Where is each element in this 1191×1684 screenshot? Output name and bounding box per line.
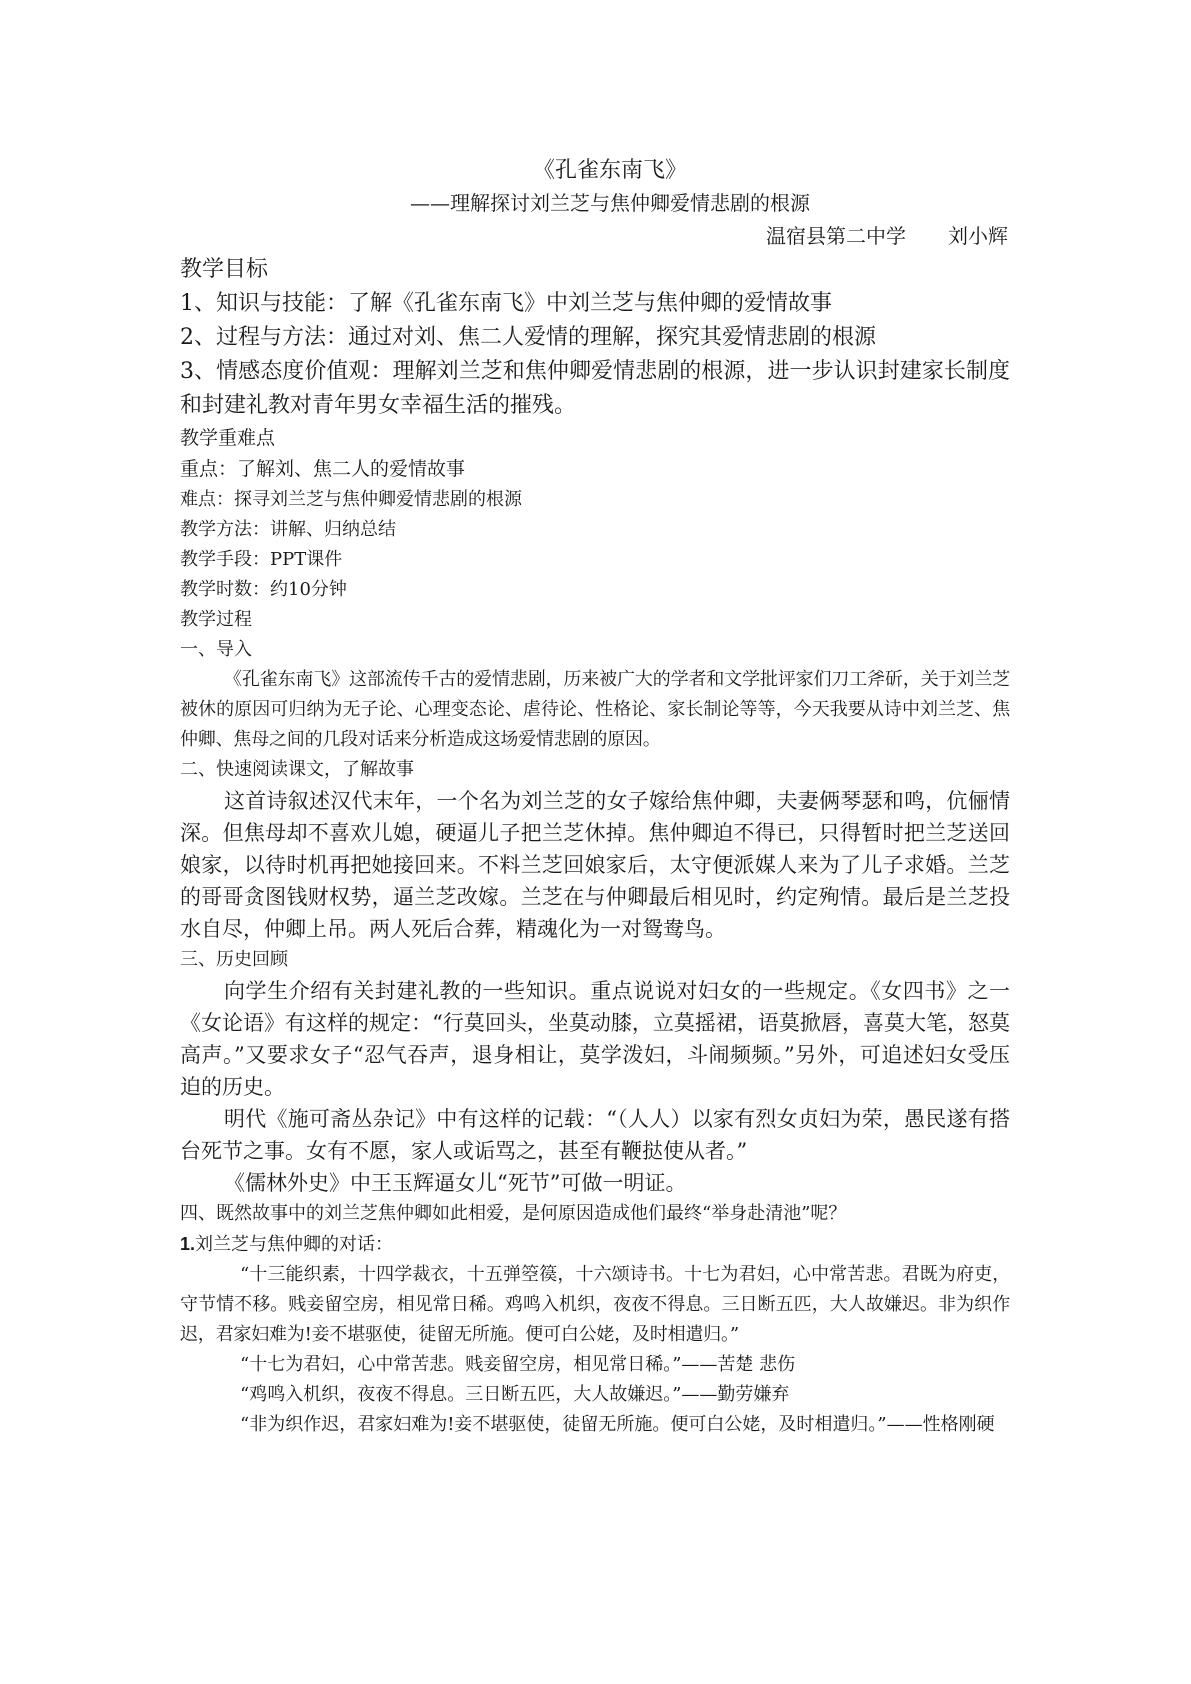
goals-heading: 教学目标 bbox=[180, 257, 269, 282]
document-title: 《孔雀东南飞》 bbox=[532, 158, 687, 183]
teaching-method: 教学方法：讲解、归纳总结 bbox=[180, 519, 396, 540]
analysis-line: “非为织作迟，君家妇难为!妾不堪驱使，徒留无所施。便可白公姥，及时相遣归。”——性格刚硬 bbox=[240, 1414, 995, 1435]
author-name: 刘小辉 bbox=[948, 224, 1008, 248]
section-paragraph: 这首诗叙述汉代末年，一个名为刘兰芝的女子嫁给焦仲卿，夫妻俩琴瑟和鸣，伉俪情深。但焦母却不喜欢儿媳，硬逼儿子把兰芝休掉。焦仲卿迫不得已，只得暂时把兰芝送回娘家，以待时机再把她接回来。不料兰芝回娘家后，太守便派媒人来为了儿子求婚。兰芝的哥哥贪图钱财权势，逼兰芝改嫁。兰芝在与仲卿最后相见时，约定殉情。最后是兰芝投水自尽，仲卿上吊。两人死后合葬，精魂化为一对鸳鸯鸟。 bbox=[180, 789, 1010, 941]
section-heading: 四、既然故事中的刘兰芝焦仲卿如此相爱，是何原因造成他们最终“举身赴清池”呢？ bbox=[180, 1203, 847, 1224]
section-heading: 三、历史回顾 bbox=[180, 949, 288, 970]
section-heading: 二、快速阅读课文，了解故事 bbox=[180, 759, 414, 780]
section-paragraph: 向学生介绍有关封建礼教的一些知识。重点说说对妇女的一些规定。《女四书》之一《女论语》有这样的规定：“行莫回头，坐莫动膝，立莫摇裙，语莫掀唇，喜莫大笔，怒莫高声。”又要求女子“忍气吞声，退身相让，莫学泼妇，斗闹频频。”另外，可追述妇女受压迫的历史。 bbox=[180, 979, 1010, 1099]
teaching-duration: 教学时数：约10分钟 bbox=[180, 579, 347, 600]
process-heading: 教学过程 bbox=[180, 609, 252, 630]
key-points-heading: 教学重难点 bbox=[180, 427, 276, 449]
section-paragraph: 明代《施可斋丛杂记》中有这样的记载：“（人人）以家有烈女贞妇为荣，愚民遂有搭台死节之事。女有不愿，家人或诟骂之，甚至有鞭挞使从者。” bbox=[180, 1107, 1010, 1163]
analysis-line: “鸡鸣入机织，夜夜不得息。三日断五匹，大人故嫌迟。”——勤劳嫌弃 bbox=[240, 1384, 790, 1405]
goal-item: 2、过程与方法：通过对刘、焦二人爱情的理解，探究其爱情悲剧的根源 bbox=[180, 325, 876, 350]
key-point-difficulty: 难点：探寻刘兰芝与焦仲卿爱情悲剧的根源 bbox=[180, 489, 522, 510]
key-point-focus: 重点：了解刘、焦二人的爱情故事 bbox=[180, 458, 466, 480]
section-heading: 一、导入 bbox=[180, 639, 252, 660]
goal-item: 1、知识与技能：了解《孔雀东南飞》中刘兰芝与焦仲卿的爱情故事 bbox=[180, 291, 832, 316]
author-line bbox=[180, 219, 1010, 253]
subsection-heading bbox=[180, 1229, 1010, 1260]
teaching-means: 教学手段：PPT课件 bbox=[180, 549, 343, 570]
document-subtitle: ——理解探讨刘兰芝与焦仲卿爱情悲剧的根源 bbox=[410, 191, 810, 215]
goal-item: 3、情感态度价值观：理解刘兰芝和焦仲卿爱情悲剧的根源，进一步认识封建家长制度和封建礼教对青年男女幸福生活的摧残。 bbox=[180, 359, 1010, 418]
school-name: 温宿县第二中学 bbox=[766, 224, 906, 248]
subsection-number: 1. bbox=[180, 1234, 196, 1254]
subsection-label: 刘兰芝与焦仲卿的对话： bbox=[195, 1234, 394, 1255]
document-page bbox=[180, 155, 1010, 1440]
quote-paragraph: “十三能织素，十四学裁衣，十五弹箜篌，十六颂诗书。十七为君妇，心中常苦悲。君既为府吏，守节情不移。贱妾留空房，相见常日稀。鸡鸣入机织，夜夜不得息。三日断五匹，大人故嫌迟。非为织作迟，君家妇难为!妾不堪驱使，徒留无所施。便可白公姥，及时相遣归。” bbox=[180, 1264, 1010, 1345]
analysis-line: “十七为君妇，心中常苦悲。贱妾留空房，相见常日稀。”——苦楚 悲伤 bbox=[240, 1354, 796, 1375]
section-paragraph: 《儒林外史》中王玉辉逼女儿“死节”可做一明证。 bbox=[224, 1171, 687, 1195]
section-paragraph: 《孔雀东南飞》这部流传千古的爱情悲剧，历来被广大的学者和文学批评家们刀工斧斫，关于刘兰芝被休的原因可归纳为无子论、心理变态论、虐待论、性格论、家长制论等等，今天我要从诗中刘兰芝、焦仲卿、焦母之间的几段对话来分析造成这场爱情悲剧的原因。 bbox=[180, 669, 1010, 750]
